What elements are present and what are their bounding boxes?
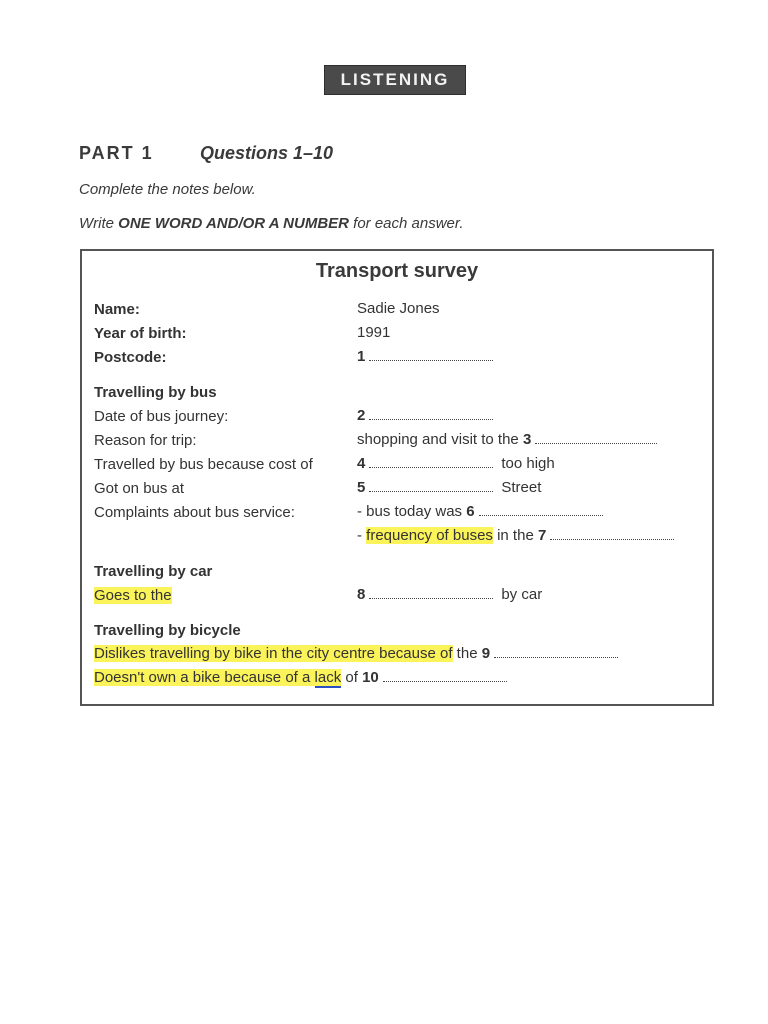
cost-label: Travelled by bus because cost of — [94, 456, 313, 473]
car-label: Goes to the — [94, 587, 172, 604]
answer-10-field[interactable]: Doesn't own a bike because of a lack of 10 — [94, 669, 515, 686]
car-section-heading: Travelling by car — [94, 563, 213, 580]
answer-7-field[interactable]: - frequency of buses in the 7 — [357, 527, 682, 544]
answer-1-field[interactable]: 1 — [357, 348, 501, 365]
survey-title: Transport survey — [315, 260, 479, 282]
bicycle-section-heading: Travelling by bicycle — [94, 622, 241, 639]
name-label: Name: — [94, 301, 140, 318]
questions-label: Questions 1–10 — [200, 143, 334, 163]
birth-value: 1991 — [357, 324, 391, 341]
lack-underline-mark: lack — [314, 669, 342, 686]
part-label: PART 1 — [79, 143, 154, 163]
answer-5-field[interactable]: 5 Street — [357, 479, 542, 496]
birth-label: Year of birth: — [94, 325, 187, 342]
answer-4-field[interactable]: 4 too high — [357, 455, 555, 472]
answer-2-field[interactable]: 2 — [357, 407, 501, 424]
bus-date-label: Date of bus journey: — [94, 408, 229, 425]
answer-6-field[interactable]: - bus today was 6 — [357, 503, 611, 520]
listening-badge: LISTENING — [324, 65, 466, 95]
answer-9-field[interactable]: Dislikes travelling by bike in the city centre because of the 9 — [94, 645, 626, 662]
reason-label: Reason for trip: — [94, 432, 197, 449]
answer-3-field[interactable]: shopping and visit to the 3 — [357, 431, 665, 448]
instruction-word-limit: Write ONE WORD AND/OR A NUMBER for each answer. — [79, 215, 464, 232]
postcode-label: Postcode: — [94, 349, 167, 366]
goton-label: Got on bus at — [94, 480, 185, 497]
instruction-complete-notes: Complete the notes below. — [79, 181, 256, 198]
bus-section-heading: Travelling by bus — [94, 384, 217, 401]
complaints-label: Complaints about bus service: — [94, 504, 295, 521]
name-value: Sadie Jones — [357, 300, 440, 317]
answer-8-field[interactable]: 8 by car — [357, 586, 543, 603]
survey-notes-box — [80, 249, 714, 706]
